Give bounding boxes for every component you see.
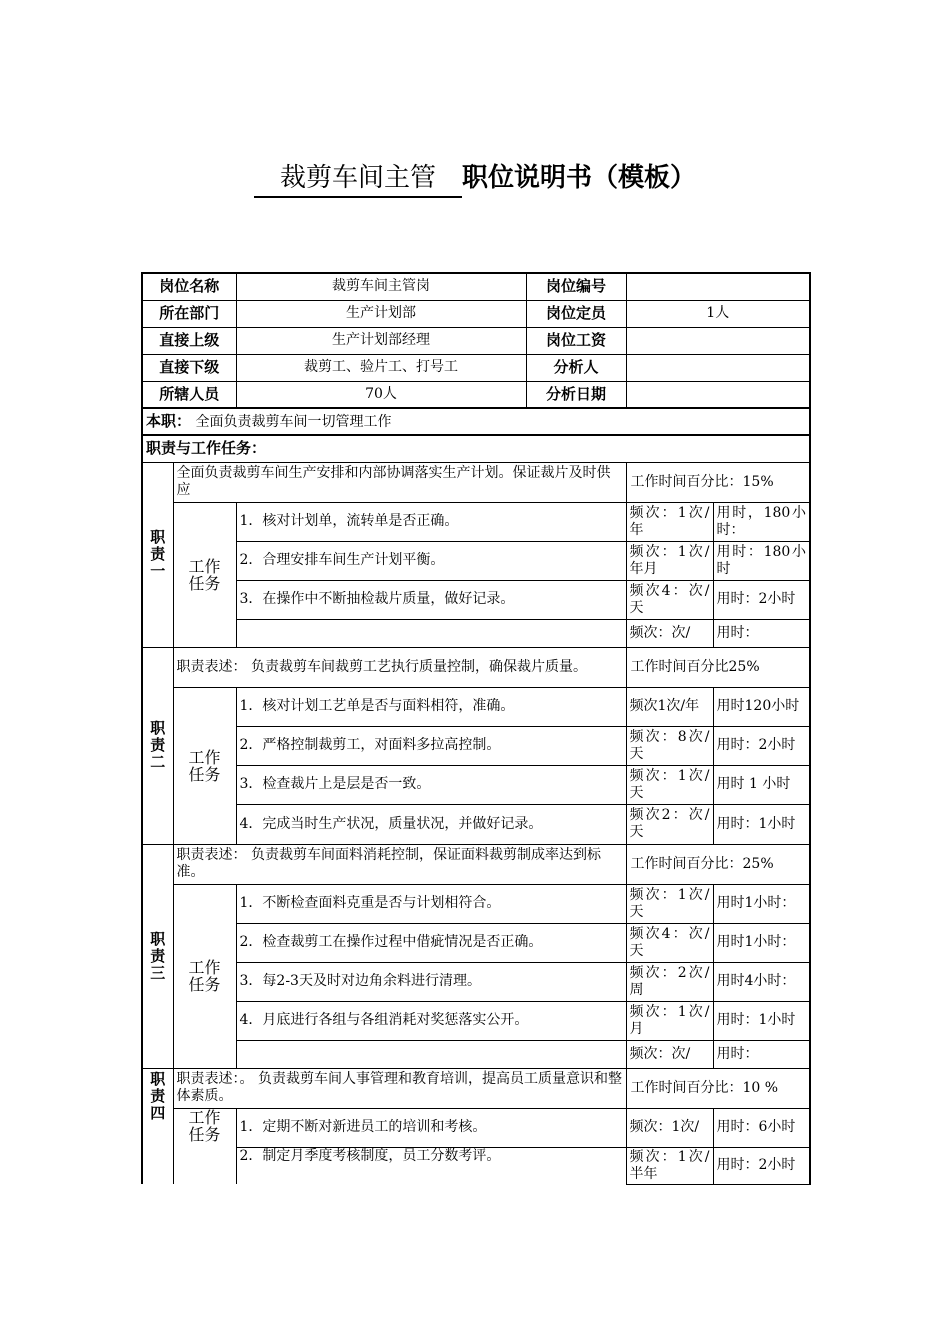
duty-1-task-4-time: 用时： — [713, 619, 810, 647]
job-description-table — [141, 272, 811, 1185]
post-name-label: 岗位名称 — [142, 273, 236, 300]
duty-4-task-2-time: 用时：2小时 — [713, 1147, 810, 1184]
duty-2-task-2-time: 用时：2小时 — [713, 726, 810, 765]
duty-2-task-3-freq: 频次：1次/天 — [626, 765, 713, 804]
duty-2-task-3-time: 用时 1 小时 — [713, 765, 810, 804]
duty-4-task-1-time: 用时：6小时 — [713, 1108, 810, 1147]
post-code-label: 岗位编号 — [526, 273, 626, 300]
duty-3-desc: 职责表述： 负责裁剪车间面料消耗控制，保证面料裁剪制成率达到标准。 — [173, 844, 626, 884]
duty-1-task-3-time: 用时：2小时 — [713, 580, 810, 619]
core-duty-text: 全面负责裁剪车间一切管理工作 — [195, 413, 392, 430]
duty-3-task-2: 2．检查裁剪工在操作过程中借疵情况是否正确。 — [236, 923, 626, 962]
core-duty-label: 本职： — [146, 411, 192, 430]
date-value — [626, 381, 810, 408]
duty-4-desc: 职责表述：。 负责裁剪车间人事管理和教育培训，提高员工质量意识和整体素质。 — [173, 1068, 626, 1108]
tasks-header: 职责与工作任务： — [142, 435, 810, 462]
quota-label: 岗位定员 — [526, 300, 626, 327]
duty-2-task-4-freq: 频次2：次/天 — [626, 804, 713, 844]
salary-label: 岗位工资 — [526, 327, 626, 354]
duty-3-name: 职 责 三 — [142, 844, 173, 1068]
duty-3-task-4-freq: 频次：1次/月 — [626, 1001, 713, 1040]
duty-1-desc: 全面负责裁剪车间生产安排和内部协调落实生产计划。保证裁片及时供应 — [173, 462, 626, 502]
dept-label: 所在部门 — [142, 300, 236, 327]
duty-1-name: 职 责 一 — [142, 462, 173, 647]
duty-4-task-label: 工作 任务 — [173, 1108, 236, 1184]
duty-3-task-3: 3．每2-3天及时对边角余料进行清理。 — [236, 962, 626, 1001]
duty-4-task-1-freq: 频次：1次/ — [626, 1108, 713, 1147]
duty-3-task-5-time: 用时： — [713, 1040, 810, 1068]
duty-1-task-label: 工作 任务 — [173, 502, 236, 647]
duty-2-name: 职 责 二 — [142, 647, 173, 844]
duty-4-task-1: 1．定期不断对新进员工的培训和考核。 — [236, 1108, 626, 1147]
superior-label: 直接上级 — [142, 327, 236, 354]
subordinate-value: 裁剪工、验片工、打号工 — [236, 354, 526, 381]
duty-1-task-2: 2．合理安排车间生产计划平衡。 — [236, 541, 626, 580]
duty-2-task-1-time: 用时120小时 — [713, 687, 810, 726]
duty-2-task-4-time: 用时：1小时 — [713, 804, 810, 844]
subordinate-label: 直接下级 — [142, 354, 236, 381]
duty-3-task-2-freq: 频次4：次/天 — [626, 923, 713, 962]
duty-1-task-3: 3．在操作中不断抽检裁片质量，做好记录。 — [236, 580, 626, 619]
duty-1-pct: 工作时间百分比：15% — [626, 462, 810, 502]
duty-3-task-1-time: 用时1小时： — [713, 884, 810, 923]
post-name-value: 裁剪车间主管岗 — [236, 273, 526, 300]
duty-3-task-5 — [236, 1040, 626, 1068]
analyst-value — [626, 354, 810, 381]
duty-2-task-3: 3．检查裁片上是层是否一致。 — [236, 765, 626, 804]
duty-3-task-label: 工作 任务 — [173, 884, 236, 1068]
duty-1-task-4-freq: 频次：次/ — [626, 619, 713, 647]
duty-1-task-1-freq: 频次：1次/年 — [626, 502, 713, 541]
duty-2-task-2-freq: 频次：8次/天 — [626, 726, 713, 765]
duty-3-task-3-time: 用时4小时： — [713, 962, 810, 1001]
duty-4-pct: 工作时间百分比：10 % — [626, 1068, 810, 1108]
duty-4-name: 职 责 四 — [142, 1068, 173, 1184]
duty-2-desc: 职责表述： 负责裁剪车间裁剪工艺执行质量控制，确保裁片质量。 — [173, 647, 626, 687]
duty-2-task-4: 4．完成当时生产状况，质量状况，并做好记录。 — [236, 804, 626, 844]
duty-2-task-1-freq: 频次1次/年 — [626, 687, 713, 726]
title-main: 职位说明书（模板） — [462, 163, 697, 193]
duty-3-task-3-freq: 频次：2次/周 — [626, 962, 713, 1001]
duty-4-task-2-freq: 频次：1次/半年 — [626, 1147, 713, 1184]
dept-value: 生产计划部 — [236, 300, 526, 327]
post-code-value — [626, 273, 810, 300]
salary-value — [626, 327, 810, 354]
duty-3-task-4: 4．月底进行各组与各组消耗对奖惩落实公开。 — [236, 1001, 626, 1040]
duty-1-task-1: 1．核对计划单，流转单是否正确。 — [236, 502, 626, 541]
date-label: 分析日期 — [526, 381, 626, 408]
staff-label: 所辖人员 — [142, 381, 236, 408]
analyst-label: 分析人 — [526, 354, 626, 381]
duty-3-task-5-freq: 频次：次/ — [626, 1040, 713, 1068]
duty-2-pct: 工作时间百分比25% — [626, 647, 810, 687]
duty-3-pct: 工作时间百分比：25% — [626, 844, 810, 884]
document-title — [0, 160, 950, 198]
duty-1-task-4 — [236, 619, 626, 647]
duty-2-task-2: 2．严格控制裁剪工，对面料多拉高控制。 — [236, 726, 626, 765]
duty-3-task-1: 1．不断检查面料克重是否与计划相符合。 — [236, 884, 626, 923]
duty-1-task-2-freq: 频次：1次/年月 — [626, 541, 713, 580]
duty-1-task-2-time: 用时：180小时 — [713, 541, 810, 580]
core-duty-row — [142, 408, 810, 435]
duty-3-task-1-freq: 频次：1次/天 — [626, 884, 713, 923]
duty-2-task-1: 1．核对计划工艺单是否与面料相符，准确。 — [236, 687, 626, 726]
quota-value: 1人 — [626, 300, 810, 327]
duty-1-task-3-freq: 频次4：次/ 天 — [626, 580, 713, 619]
duty-2-task-label: 工作 任务 — [173, 687, 236, 844]
duty-3-task-2-time: 用时1小时： — [713, 923, 810, 962]
staff-value: 70人 — [236, 381, 526, 408]
duty-4-task-2: 2．制定月季度考核制度，员工分数考评。 — [236, 1147, 626, 1184]
duty-1-task-1-time: 用时，180小时： — [713, 502, 810, 541]
title-position-name: 裁剪车间主管 — [254, 160, 462, 198]
superior-value: 生产计划部经理 — [236, 327, 526, 354]
duty-3-task-4-time: 用时：1小时 — [713, 1001, 810, 1040]
